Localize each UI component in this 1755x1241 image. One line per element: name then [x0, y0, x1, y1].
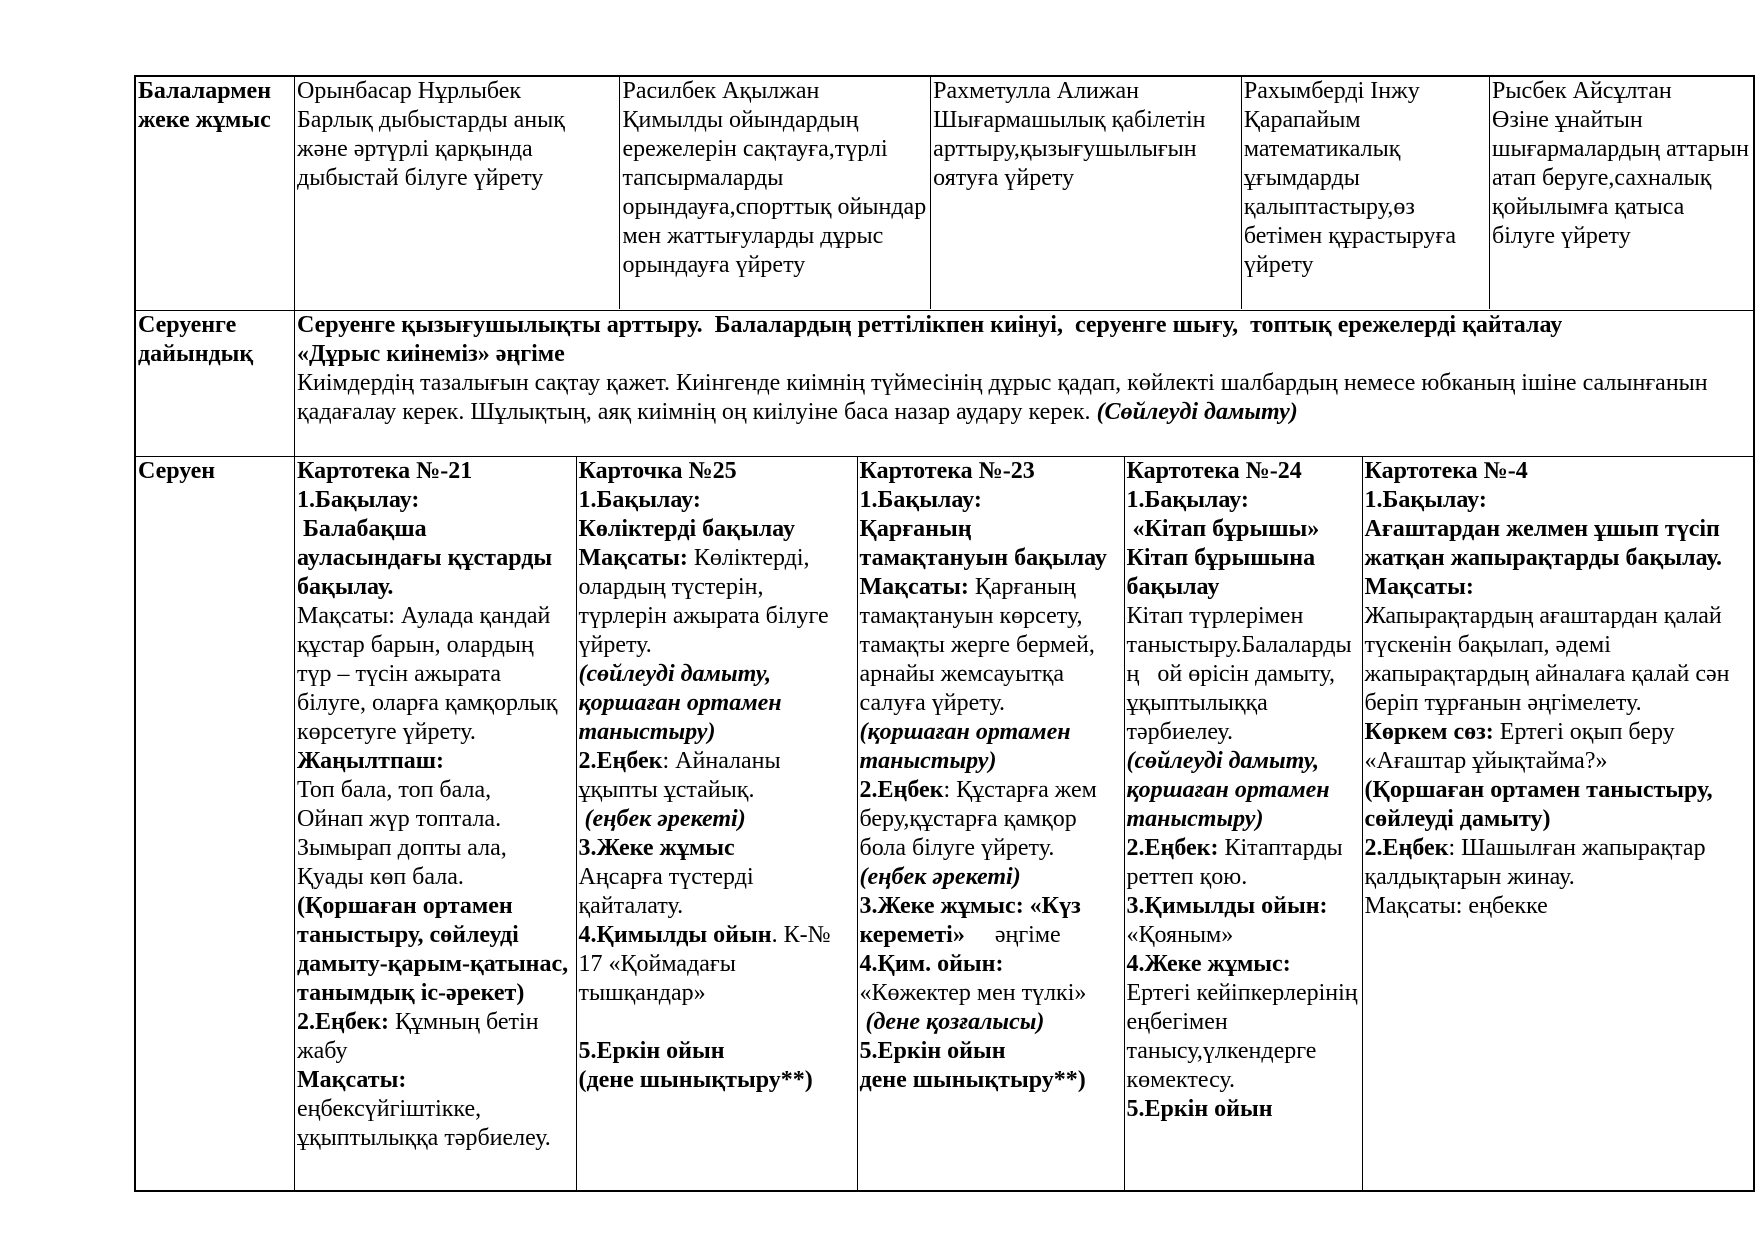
child-name: Рысбек Айсұлтан	[1491, 78, 1672, 104]
walk-card-1	[295, 457, 576, 1190]
goal-text: Көліктерді, олардың түстерін, түрлерін ажырата білуге үйрету.	[578, 544, 835, 658]
free-play-tag: (дене шынықтыру**)	[578, 1066, 813, 1093]
child-cell-4	[1241, 77, 1489, 309]
child-name: Расилбек Ақылжан	[622, 78, 820, 104]
observation-label: 1.Бақылау:	[578, 486, 701, 513]
row-label-walk-preparation: Серуенге дайындық	[135, 310, 295, 456]
subject-tag: (қоршаған ортамен таныстыру)	[859, 718, 1077, 774]
card-title: Картотека №-4	[1364, 457, 1528, 484]
card-title: Картотека №-21	[297, 457, 473, 484]
observation-label: 1.Бақылау:	[859, 486, 982, 513]
game-label: 3.Қимылды ойын:	[1126, 892, 1328, 919]
card-title: Картотека №-23	[859, 457, 1035, 484]
child-cell-2	[620, 77, 931, 309]
row-walk	[135, 456, 1754, 1191]
card-title: Картотека №-24	[1126, 457, 1302, 484]
goal-text: еңбексүйгіштікке, ұқыптылыққа тәрбиелеу.	[297, 1095, 551, 1151]
observation-title: Балабақша ауласындағы құстарды бақылау.	[297, 515, 559, 600]
individual-work-grid	[295, 77, 1753, 309]
goal-text: Мақсаты: Аулада қандай құстар барын, олардың түр – түсін ажырата білуге, оларға қамқорлық көрсетуге үйрету.	[297, 602, 564, 745]
free-play-tag: дене шынықтыру**)	[859, 1066, 1086, 1093]
subject-tag: (сөйлеуді дамыту, қоршаған ортамен таныстыру)	[1126, 747, 1336, 832]
walk-grid	[295, 457, 1753, 1190]
row-label-walk: Серуен	[135, 456, 295, 1191]
game-text: «Көжектер мен түлкі»	[859, 979, 1087, 1006]
art-word-label: Көркем сөз:	[1364, 718, 1494, 745]
card-title: Карточка №25	[578, 457, 737, 484]
game-label: 4.Қим. ойын:	[859, 950, 1004, 977]
game-text: . К-№ 17 «Қоймадағы тышқандар»	[578, 921, 837, 1006]
rhyme-line: Ойнап жүр топтала.	[297, 805, 502, 832]
observation-title: Қарғаның тамақтануын бақылау	[859, 515, 1107, 571]
plan-table	[134, 75, 1755, 1192]
subject-tag: (Қоршаған ортамен таныстыру, сөйлеуді дамыту)	[1364, 776, 1719, 832]
talk-title: «Дұрыс киінеміз» әңгіме	[297, 340, 565, 367]
observation-title: Ағаштардан желмен ұшып түсіп жатқан жапырақтарды бақылау.	[1364, 515, 1726, 571]
rhyme-line: Қуады көп бала.	[297, 863, 464, 890]
goal-label: Мақсаты:	[578, 544, 688, 571]
free-play-label: 5.Еркін ойын	[859, 1037, 1006, 1064]
child-cell-5	[1489, 77, 1753, 309]
walk-card-4	[1124, 457, 1362, 1190]
walk-prep-tag: (Сөйлеуді дамыту)	[1096, 398, 1298, 425]
child-cell-1	[295, 77, 620, 309]
game-text: «Қояным»	[1126, 921, 1234, 948]
walk-card-5	[1362, 457, 1753, 1190]
free-play-label: 5.Еркін ойын	[578, 1037, 725, 1064]
labor-text: : Айналаны ұқыпты ұстайық.	[578, 747, 787, 803]
labor-label: 2.Еңбек	[1364, 834, 1449, 861]
labor-text: : Құстарға жем беру,құстарға қамқор бола білуге үйрету.	[859, 776, 1103, 861]
observation-title: «Кітап бұрышы» Кітап бұрышына бақылау	[1126, 515, 1326, 600]
child-name: Орынбасар Нұрлыбек	[297, 78, 522, 104]
rhyme-line: Зымырап допты ала,	[297, 834, 507, 861]
child-name: Рахметулла Алижан	[933, 78, 1139, 104]
walk-prep-goal: Серуенге қызығушылықты арттыру. Балалардың реттілікпен киінуі, серуенге шығу, топтық ережелерді қайталау	[297, 311, 1563, 338]
observation-label: 1.Бақылау:	[1364, 486, 1487, 513]
goal-text: Қарғаның тамақтануын көрсету, тамақты жерге бермей, арнайы жемсауытқа салуға үйрету.	[859, 573, 1101, 716]
labor-tag: (еңбек әрекеті)	[859, 863, 1021, 890]
goal-text: Мақсаты: еңбекке	[1364, 892, 1548, 919]
labor-label: 2.Еңбек	[578, 747, 663, 774]
free-play-label: 5.Еркін ойын	[1126, 1095, 1273, 1122]
goal-text: Кітап түрлерімен таныстыру.Балалардың ой өрісін дамыту, ұқыптылыққа тәрбиелеу.	[1126, 602, 1352, 745]
child-goal: Қимылды ойындардың ережелерін сақтауға,түрлі тапсырмаларды орындауға,спорттық ойындар мен жаттығуларды дұрыс орындауға үйрету	[622, 107, 933, 278]
observation-label: 1.Бақылау:	[297, 486, 420, 513]
subject-tag: (сөйлеуді дамыту, қоршаған ортамен таныстыру)	[578, 660, 788, 745]
row-walk-preparation	[135, 310, 1754, 456]
individual-work-text: әңгіме	[964, 921, 1061, 948]
row-individual-work	[135, 76, 1754, 310]
labor-label: 2.Еңбек	[859, 776, 944, 803]
goal-label: Мақсаты:	[297, 1066, 407, 1093]
rhyme-title: Жаңылтпаш:	[297, 747, 445, 774]
row-label-individual-work: Балалармен жеке жұмыс	[135, 76, 295, 310]
labor-text: Кітаптарды реттеп қою.	[1126, 834, 1349, 890]
observation-title: Көліктерді бақылау	[578, 515, 795, 542]
individual-work-label: 3.Жеке жұмыс: «Күз кереметі»	[859, 892, 1087, 948]
labor-label: 2.Еңбек:	[297, 1008, 389, 1035]
labor-label: 2.Еңбек:	[1126, 834, 1219, 861]
child-name: Рахымберді Інжу	[1243, 78, 1420, 104]
observation-label: 1.Бақылау:	[1126, 486, 1249, 513]
labor-text: : Шашылған жапырақтар қалдықтарын жинау.	[1364, 834, 1712, 890]
walk-prep-body: Киімдердің тазалығын сақтау қажет. Киінгенде киімнің түймесінің дұрыс қадап, көйлекті шалбардың немесе юбканың ішіне салынғанын қадағалау керек. Шұлықтың, аяқ киімнің оң киілуіне баса назар аудару керек.	[297, 369, 1708, 425]
walk-card-3	[857, 457, 1124, 1190]
individual-work-text: Аңсарға түстерді қайталату.	[578, 863, 760, 919]
individual-work-label: 4.Жеке жұмыс:	[1126, 950, 1291, 977]
game-tag: (дене қозғалысы)	[859, 1008, 1045, 1035]
subject-tag: (Қоршаған ортамен таныстыру, сөйлеуді дамыту-қарым-қатынас, танымдық іс-әрекет)	[297, 892, 575, 1006]
child-cell-3	[931, 77, 1242, 309]
individual-work-text: Ертегі кейіпкерлерінің еңбегімен танысу,үлкендерге көмектесу.	[1126, 979, 1364, 1093]
goal-text: Жапырақтардың ағаштардан қалай түскенін бақылап, әдемі жапырақтардың айналаға қалай сән беріп тұрғанын әңгімелету.	[1364, 602, 1736, 716]
goal-label: Мақсаты:	[859, 573, 969, 600]
child-goal: Шығармашылық қабілетін арттыру,қызығушылығын оятуға үйрету	[933, 107, 1212, 191]
rhyme-line: Топ бала, топ бала,	[297, 776, 492, 803]
walk-card-2	[576, 457, 857, 1190]
goal-label: Мақсаты:	[1364, 573, 1474, 600]
labor-text: Құмның бетін жабу	[297, 1008, 545, 1064]
child-goal: Өзіне ұнайтын шығармалардың аттарын атап беруге,сахналық қойылымға қатыса білуге үйрету	[1491, 107, 1755, 249]
child-goal: Барлық дыбыстарды анық және әртүрлі қарқында дыбыстай білуге үйрету	[297, 107, 571, 191]
walk-preparation-content	[295, 310, 1755, 456]
labor-tag: (еңбек әрекеті)	[578, 805, 746, 832]
individual-work-label: 3.Жеке жұмыс	[578, 834, 735, 861]
art-word-text: Ертегі оқып беру «Ағаштар ұйықтайма?»	[1364, 718, 1681, 774]
game-label: 4.Қимылды ойын	[578, 921, 772, 948]
child-goal: Қарапайым математикалық ұғымдарды қалыптастыру,өз бетімен құрастыруға үйрету	[1243, 107, 1463, 278]
